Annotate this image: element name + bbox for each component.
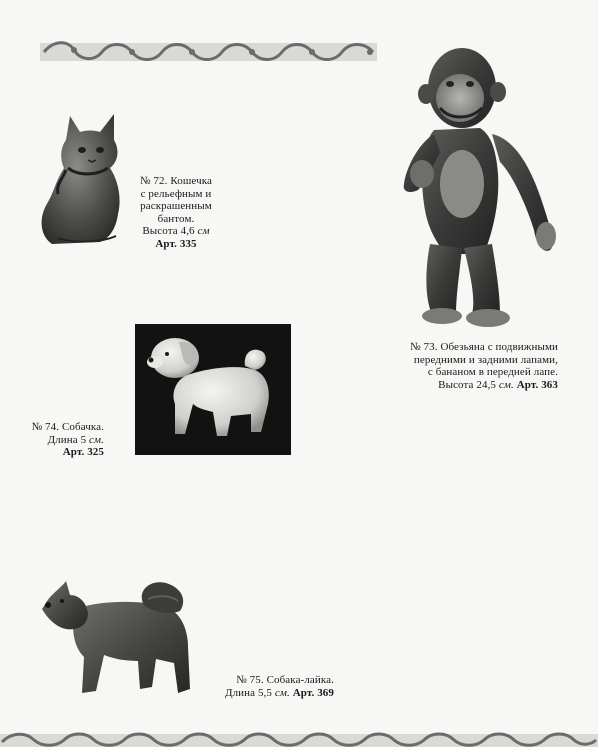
item-title: Собака-лайка. [266, 674, 334, 686]
item-title: Собачка. [61, 421, 104, 433]
item-number: № 74. [31, 421, 60, 433]
caption-item-75 [204, 674, 334, 699]
item-description-line: с бананом в передней лапе. [427, 366, 558, 378]
item-size-unit: см [197, 225, 210, 237]
caption-item-74 [30, 421, 104, 459]
item-description-line: передними и задними лапами, [413, 353, 558, 366]
bottom-ornament-icon [0, 730, 598, 747]
item-size-unit: см. [274, 686, 290, 699]
caption-item-73 [366, 341, 558, 391]
laika-dog-figurine-image [40, 577, 198, 704]
item-size: Длина 5 [47, 433, 87, 446]
item-size: Высота 24,5 [438, 378, 497, 391]
puppy-figurine-photo [135, 324, 291, 460]
cat-figurine-image [38, 110, 124, 249]
item-size-unit: см. [89, 433, 104, 446]
item-article: Арт. 363 [516, 378, 558, 391]
caption-item-72 [134, 175, 218, 250]
item-article: Арт. 335 [155, 237, 197, 250]
item-article: Арт. 325 [62, 446, 104, 458]
item-size-unit: см. [498, 378, 514, 391]
item-size: Длина 5,5 [224, 686, 273, 699]
item-size: Высота 4,6 [142, 225, 195, 237]
monkey-figurine-image [400, 44, 560, 339]
item-number: № 75. [236, 674, 264, 686]
item-title: Кошечка [170, 175, 213, 187]
item-description-line: раскрашенным [140, 200, 212, 212]
item-description-line: бантом. [157, 212, 195, 225]
item-title: Обезьяна с подвижными [440, 341, 558, 353]
top-ornament-icon [40, 40, 377, 64]
item-number: № 73. [410, 341, 438, 353]
item-description-line: с рельефным и [140, 187, 212, 200]
item-article: Арт. 369 [292, 686, 334, 699]
item-number: № 72. [139, 175, 168, 187]
